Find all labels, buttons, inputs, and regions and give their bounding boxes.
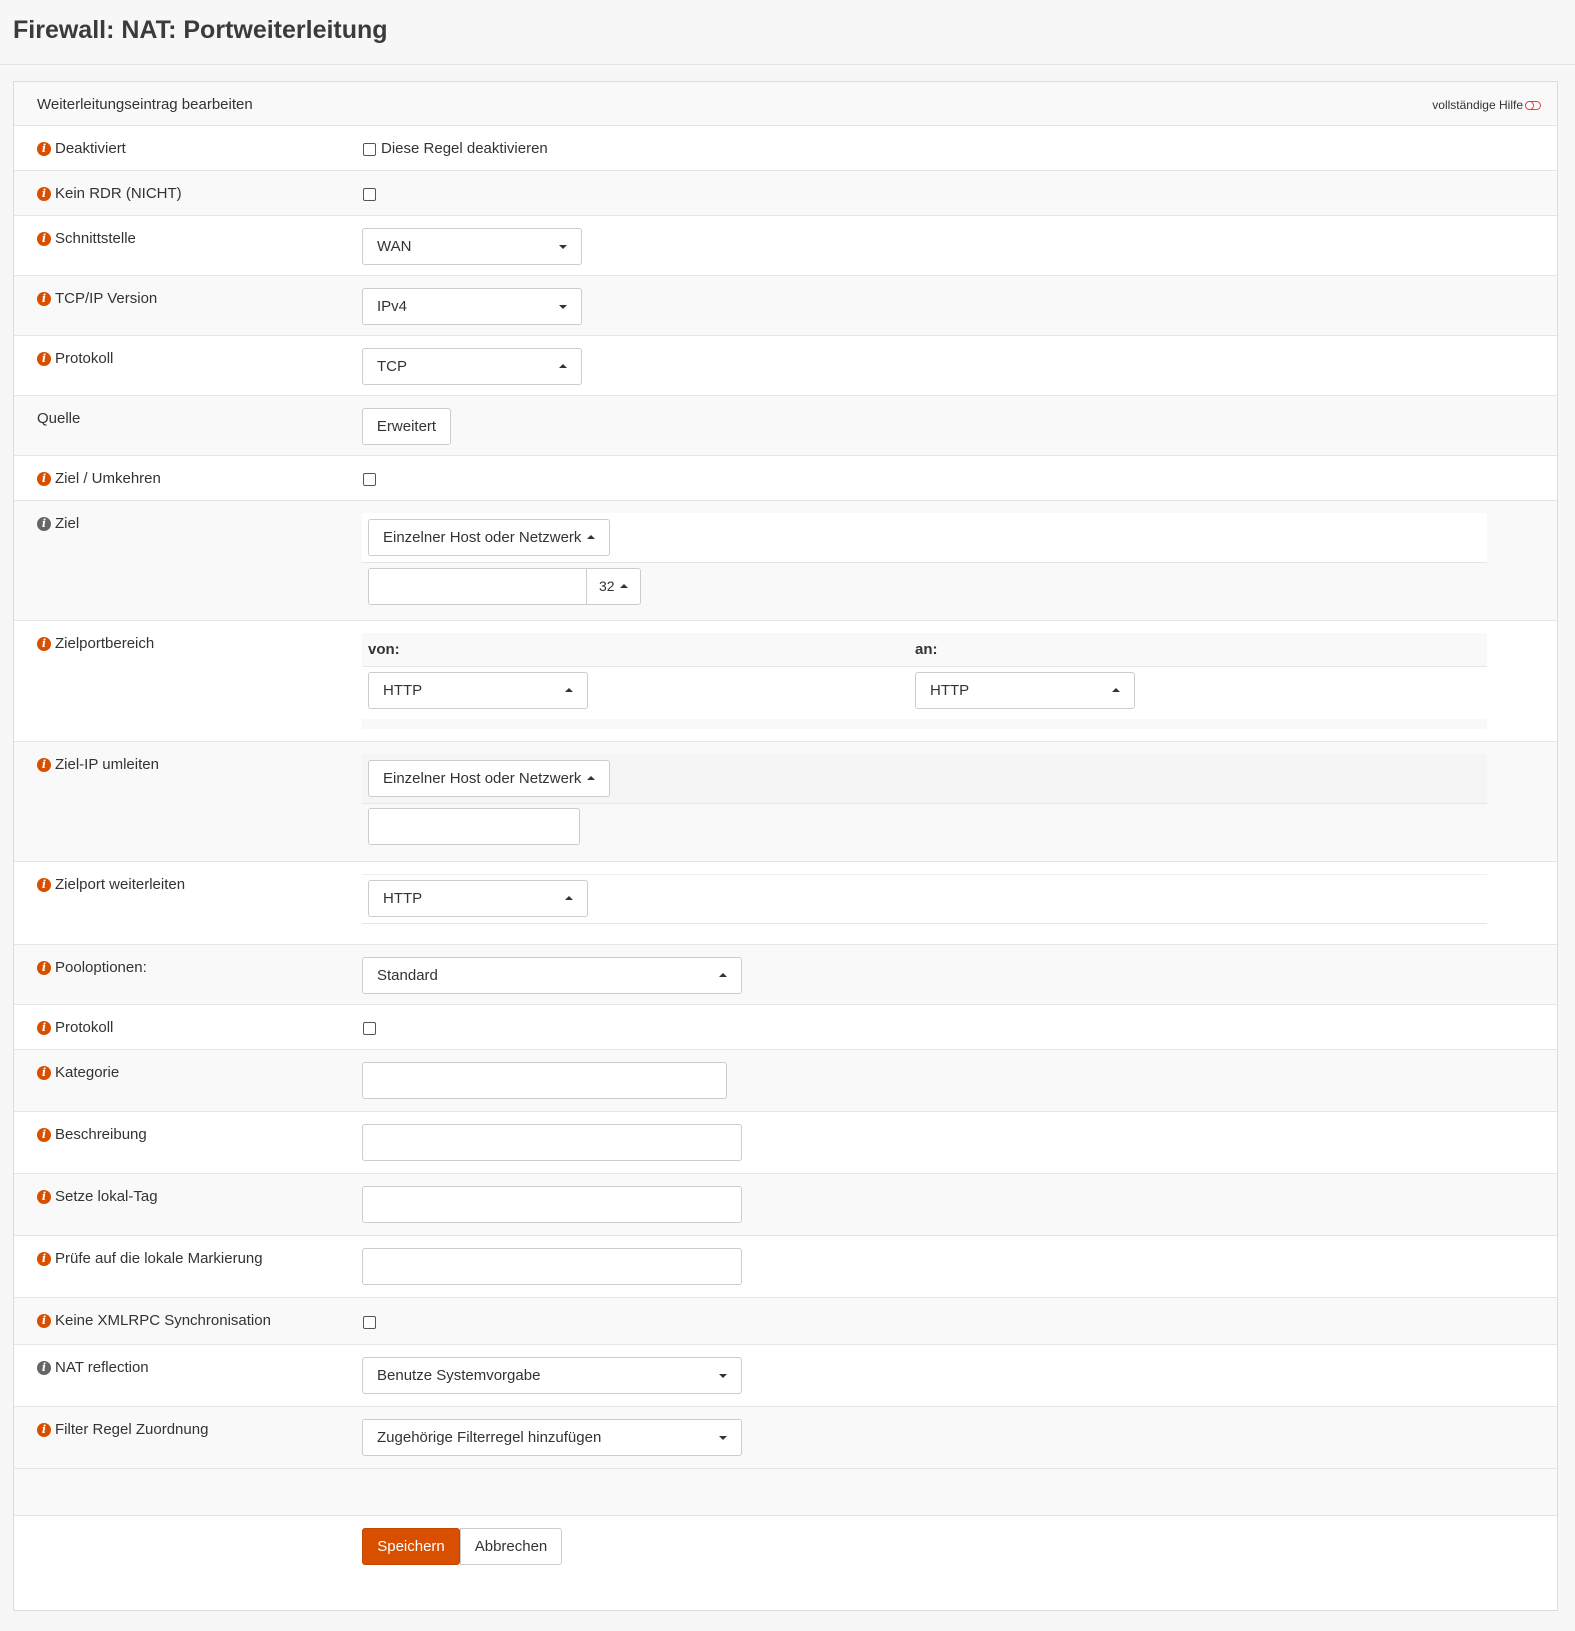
interface-value: WAN	[377, 238, 412, 255]
info-icon[interactable]: i	[37, 1190, 51, 1204]
label-nordr: i Kein RDR (NICHT)	[37, 185, 182, 202]
caret-up-icon	[719, 973, 727, 977]
row-destination	[14, 501, 1557, 621]
label-disabled: i Deaktiviert	[37, 140, 126, 157]
label-redirect-ip: i Ziel-IP umleiten	[37, 756, 159, 773]
info-icon[interactable]: i	[37, 232, 51, 246]
row-disabled	[14, 126, 1557, 171]
port-range-footer	[362, 719, 1487, 729]
info-icon[interactable]: i	[37, 1314, 51, 1328]
row-source	[14, 396, 1557, 456]
nordr-checkbox[interactable]	[363, 188, 376, 201]
pool-options-select[interactable]	[362, 957, 742, 994]
label-pool-options: i Pooloptionen:	[37, 959, 147, 976]
row-tag	[14, 1174, 1557, 1236]
redirect-port-value: HTTP	[383, 890, 423, 907]
page-header	[0, 0, 1575, 65]
info-icon[interactable]: i	[37, 352, 51, 366]
row-nosync	[14, 1298, 1557, 1345]
panel-title: Weiterleitungseintrag bearbeiten	[37, 96, 253, 113]
label-dest-invert: i Ziel / Umkehren	[37, 470, 161, 487]
label-log: i Protokoll	[37, 1019, 113, 1036]
info-icon[interactable]: i	[37, 517, 51, 531]
caret-down-icon	[719, 1436, 727, 1440]
info-icon[interactable]: i	[37, 1361, 51, 1375]
caret-up-icon	[559, 364, 567, 368]
label-dest-port-range: i Zielportbereich	[37, 635, 154, 652]
row-description	[14, 1112, 1557, 1174]
row-redirect-ip	[14, 742, 1557, 862]
info-icon[interactable]: i	[37, 472, 51, 486]
label-interface: i Schnittstelle	[37, 230, 136, 247]
disabled-checkbox[interactable]	[363, 143, 376, 156]
label-tagged: i Prüfe auf die lokale Markierung	[37, 1250, 263, 1267]
cancel-button[interactable]: Abbrechen	[460, 1528, 562, 1565]
info-icon[interactable]: i	[37, 1252, 51, 1266]
info-icon[interactable]: i	[37, 1423, 51, 1437]
interface-select[interactable]	[362, 228, 582, 265]
tag-input[interactable]	[362, 1186, 742, 1223]
row-log	[14, 1005, 1557, 1050]
caret-up-icon	[565, 688, 573, 692]
port-from-select[interactable]	[368, 672, 588, 709]
label-description: i Beschreibung	[37, 1126, 147, 1143]
label-filter-rule: i Filter Regel Zuordnung	[37, 1421, 208, 1438]
row-category	[14, 1050, 1557, 1112]
info-icon[interactable]: i	[37, 758, 51, 772]
row-protocol	[14, 336, 1557, 396]
caret-up-icon	[587, 776, 595, 780]
info-icon[interactable]: i	[37, 637, 51, 651]
page-title: Firewall: NAT: Portweiterleitung	[13, 16, 388, 44]
info-icon[interactable]: i	[37, 961, 51, 975]
label-nat-reflection: i NAT reflection	[37, 1359, 149, 1376]
row-tagged	[14, 1236, 1557, 1298]
redirect-port-select[interactable]	[368, 880, 588, 917]
caret-up-icon	[1112, 688, 1120, 692]
label-tag: i Setze lokal-Tag	[37, 1188, 158, 1205]
filter-rule-select[interactable]	[362, 1419, 742, 1456]
nat-reflection-select[interactable]	[362, 1357, 742, 1394]
destination-type-value: Einzelner Host oder Netzwerk	[383, 529, 582, 546]
row-ipversion	[14, 276, 1557, 336]
info-icon[interactable]: i	[37, 142, 51, 156]
nat-form-panel	[13, 81, 1558, 1611]
destination-mask-select[interactable]	[587, 568, 641, 605]
source-advanced-button[interactable]: Erweitert	[362, 408, 451, 445]
port-range-header	[362, 633, 1487, 667]
destination-address-input[interactable]	[368, 568, 587, 605]
full-help-toggle[interactable]	[1432, 98, 1541, 112]
dest-invert-checkbox[interactable]	[363, 473, 376, 486]
panel-header	[14, 82, 1557, 126]
ipversion-select[interactable]	[362, 288, 582, 325]
caret-down-icon	[559, 245, 567, 249]
info-icon[interactable]: i	[37, 292, 51, 306]
destination-mask-value: 32	[599, 578, 615, 594]
nosync-checkbox[interactable]	[363, 1316, 376, 1329]
info-icon[interactable]: i	[37, 1128, 51, 1142]
row-dest-invert	[14, 456, 1557, 501]
category-input[interactable]	[362, 1062, 727, 1099]
save-button[interactable]: Speichern	[362, 1528, 460, 1565]
protocol-select[interactable]	[362, 348, 582, 385]
port-from-label: von:	[368, 641, 400, 658]
label-category: i Kategorie	[37, 1064, 119, 1081]
label-source: Quelle	[37, 410, 81, 427]
caret-up-icon	[620, 584, 628, 588]
full-help-label: vollständige Hilfe	[1432, 98, 1523, 112]
filter-rule-value: Zugehörige Filterregel hinzufügen	[377, 1429, 602, 1446]
row-nat-reflection	[14, 1345, 1557, 1407]
info-icon[interactable]: i	[37, 1021, 51, 1035]
caret-up-icon	[587, 535, 595, 539]
caret-up-icon	[565, 896, 573, 900]
row-spacer	[14, 1469, 1557, 1516]
toggle-off-icon[interactable]	[1525, 101, 1541, 110]
row-pool-options	[14, 945, 1557, 1005]
label-nosync: i Keine XMLRPC Synchronisation	[37, 1312, 271, 1329]
port-to-value: HTTP	[930, 682, 970, 699]
port-to-label: an:	[915, 641, 938, 658]
label-redirect-port: i Zielport weiterleiten	[37, 876, 185, 893]
nat-reflection-value: Benutze Systemvorgabe	[377, 1367, 541, 1384]
destination-type-select[interactable]	[368, 519, 610, 556]
pool-options-value: Standard	[377, 967, 438, 984]
info-icon[interactable]: i	[37, 1066, 51, 1080]
info-icon[interactable]: i	[37, 878, 51, 892]
disabled-checkbox-label[interactable]: Diese Regel deaktivieren	[381, 140, 548, 157]
row-redirect-port	[14, 862, 1557, 945]
tagged-input[interactable]	[362, 1248, 742, 1285]
protocol-value: TCP	[377, 358, 407, 375]
row-filter-rule	[14, 1407, 1557, 1469]
label-ipversion: i TCP/IP Version	[37, 290, 157, 307]
row-interface	[14, 216, 1557, 276]
row-nordr	[14, 171, 1557, 216]
port-from-value: HTTP	[383, 682, 423, 699]
redirect-ip-input[interactable]	[368, 808, 580, 845]
ipversion-value: IPv4	[377, 298, 408, 315]
log-checkbox[interactable]	[363, 1022, 376, 1035]
label-protocol: i Protokoll	[37, 350, 113, 367]
label-destination: i Ziel	[37, 515, 79, 532]
port-to-select[interactable]	[915, 672, 1135, 709]
info-icon[interactable]: i	[37, 187, 51, 201]
redirect-type-value: Einzelner Host oder Netzwerk	[383, 770, 582, 787]
caret-down-icon	[559, 305, 567, 309]
description-input[interactable]	[362, 1124, 742, 1161]
row-actions	[14, 1516, 1557, 1577]
redirect-type-select[interactable]	[368, 760, 610, 797]
row-dest-port-range	[14, 621, 1557, 742]
caret-down-icon	[719, 1374, 727, 1378]
